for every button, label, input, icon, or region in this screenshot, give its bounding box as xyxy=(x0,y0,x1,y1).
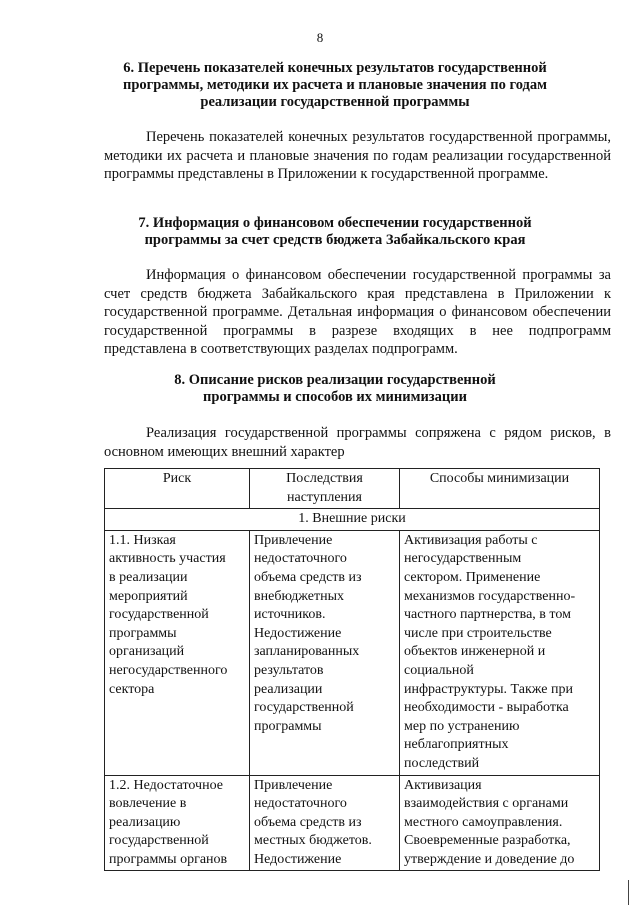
section-6-heading xyxy=(100,60,570,111)
column-header-risk: Риск xyxy=(105,469,250,509)
page-edge-mark xyxy=(628,880,640,905)
mitigation-cell: Активизация работы с негосударственным сектором. Применение механизмов государственно- частного партнерства, в том числе при строительстве объектов инженерной и социальной инфраструктуры. Также при необходимости - выработка мер по устранению неблагоприятных последствий xyxy=(400,530,600,775)
section-7-heading xyxy=(100,215,570,249)
table-group-row xyxy=(105,509,600,531)
column-header-mitigation: Способы минимизации xyxy=(400,469,600,509)
table-row xyxy=(105,530,600,775)
mitigation-cell: Активизация взаимодействия с органами местного самоуправления. Своевременные разработка, утверждение и доведение до xyxy=(400,775,600,871)
section-6-paragraph: Перечень показателей конечных результатов государственной программы, методики их расчета и плановые значения по годам реализации государственной программы представлены в Приложении к государственной программе. xyxy=(104,129,611,182)
section-6-title-line: реализации государственной программы xyxy=(200,94,470,110)
section-7-title-line: 7. Информация о финансовом обеспечении государственной xyxy=(138,215,532,231)
page-number: 8 xyxy=(316,30,324,45)
section-7-title-line: программы за счет средств бюджета Забайкальского края xyxy=(144,232,526,248)
section-6-title-line: 6. Перечень показателей конечных результатов государственной xyxy=(123,60,547,76)
section-6-title-line: программы, методики их расчета и плановые значения по годам xyxy=(122,77,548,93)
section-8-heading xyxy=(100,372,570,406)
section-7-paragraph: Информация о финансовом обеспечении государственной программы за счет средств бюджета Забайкальского края представлена в Приложении к государственной программе. Детальная информация о финансовом обеспечении государственной программы в разрезе входящих в нее подпрограмм представлена в соответствующих разделах подпрограмм. xyxy=(104,267,611,357)
section-8-title-line: 8. Описание рисков реализации государственной xyxy=(174,372,496,388)
table-row xyxy=(105,775,600,871)
consequence-cell: Привлечение недостаточного объема средств из местных бюджетов. Недостижение xyxy=(250,775,400,871)
group-label: 1. Внешние риски xyxy=(105,509,600,531)
risks-table xyxy=(104,468,600,871)
section-8-paragraph: Реализация государственной программы сопряжена с рядом рисков, в основном имеющих внешний характер xyxy=(104,425,611,460)
risk-cell: 1.2. Недостаточное вовлечение в реализацию государственной программы органов xyxy=(105,775,250,871)
column-header-consequences: Последствия наступления xyxy=(250,469,400,509)
consequence-cell: Привлечение недостаточного объема средств из внебюджетных источников. Недостижение запланированных результатов реализации государственной программы xyxy=(250,530,400,775)
risk-cell: 1.1. Низкая активность участия в реализации мероприятий государственной программы организаций негосударственного сектора xyxy=(105,530,250,775)
section-8-title-line: программы и способов их минимизации xyxy=(203,389,467,405)
table-header-row xyxy=(105,469,600,509)
